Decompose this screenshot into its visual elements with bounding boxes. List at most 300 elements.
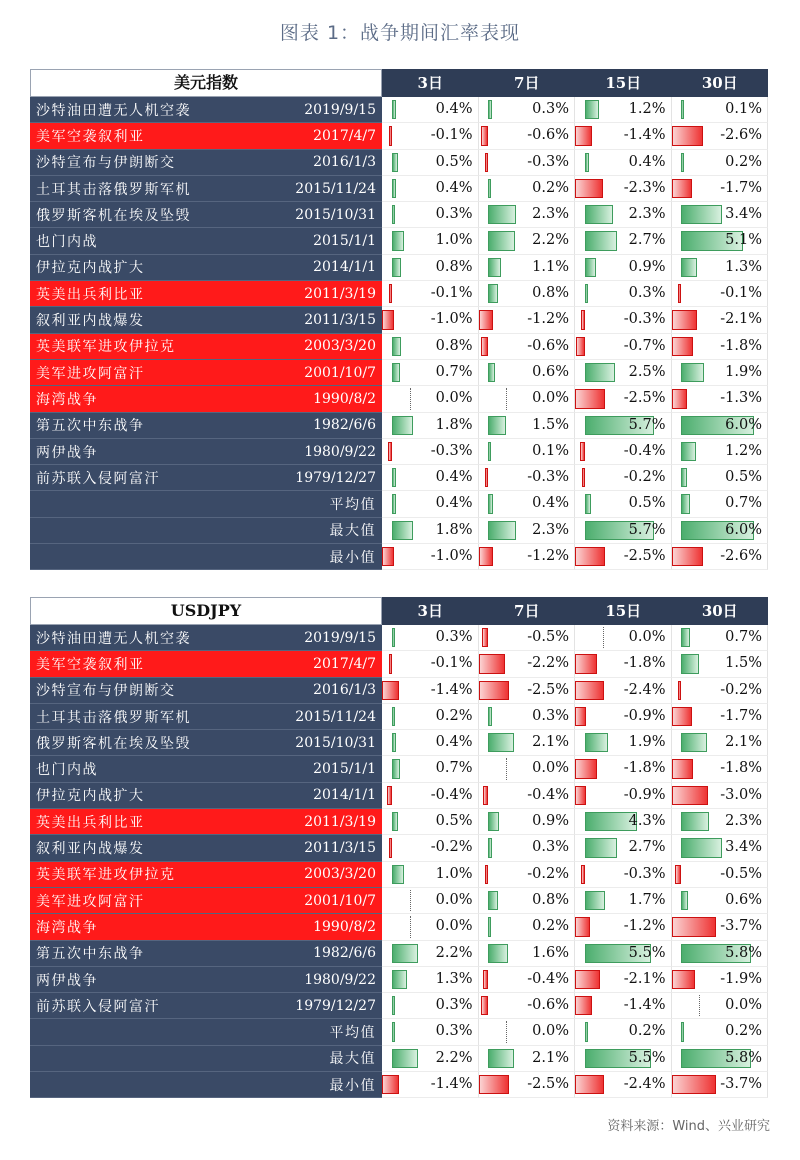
negative-bar [382, 310, 394, 329]
value-cell [672, 651, 769, 677]
value-label: -0.3% [430, 442, 473, 459]
value-cell [575, 123, 672, 149]
value-cell [479, 544, 576, 570]
source-note: 资料来源：Wind、兴业研究 [607, 1119, 770, 1134]
value-cells [382, 967, 768, 993]
negative-bar [672, 707, 693, 726]
negative-bar [387, 786, 392, 805]
value-label: -1.2% [527, 548, 569, 565]
positive-bar [392, 996, 396, 1015]
table-row [30, 756, 768, 782]
negative-bar [672, 547, 704, 566]
negative-bar [575, 389, 605, 408]
value-cell [479, 1072, 576, 1098]
value-label: 0.4% [435, 179, 473, 196]
value-cells [382, 360, 768, 386]
row-label [30, 360, 382, 386]
value-cells [382, 704, 768, 730]
value-cell [382, 544, 479, 570]
event-date: 2017/4/7 [313, 127, 376, 144]
value-label: 0.2% [435, 707, 473, 724]
value-cells [382, 862, 768, 888]
value-cell [382, 202, 479, 228]
event-date: 2019/9/15 [304, 629, 376, 646]
value-cell [382, 439, 479, 465]
positive-bar [488, 944, 507, 963]
table-row [30, 783, 768, 809]
value-label: -0.5% [527, 629, 569, 645]
value-cell [672, 123, 769, 149]
value-label: 2.1% [725, 734, 762, 751]
row-label [30, 730, 382, 756]
value-cell [575, 730, 672, 756]
value-cell [479, 518, 576, 544]
value-cell [479, 413, 576, 439]
positive-bar [488, 891, 498, 910]
value-cell [672, 491, 769, 517]
positive-bar [681, 1022, 684, 1041]
value-label: 1.9% [628, 734, 666, 751]
row-label [30, 678, 382, 704]
negative-bar [575, 654, 597, 673]
value-label: -2.4% [623, 681, 666, 698]
event-name: 土耳其击落俄罗斯军机 [36, 709, 191, 726]
value-label: 0.3% [628, 285, 666, 302]
event-name: 沙特宣布与伊朗断交 [36, 155, 176, 172]
zero-axis [410, 916, 411, 937]
value-cell [479, 360, 576, 386]
value-cell [575, 360, 672, 386]
value-label: -2.1% [623, 970, 666, 987]
value-cell [479, 491, 576, 517]
stat-label: 平均值 [329, 497, 376, 514]
negative-bar [479, 1075, 509, 1094]
event-name: 俄罗斯客机在埃及坠毁 [36, 735, 191, 752]
event-name: 也门内战 [36, 762, 98, 779]
value-cell [479, 756, 576, 782]
value-cell [672, 360, 769, 386]
positive-bar [392, 100, 397, 119]
negative-bar [678, 681, 681, 700]
positive-bar [488, 1049, 513, 1068]
row-label [30, 993, 382, 1019]
positive-bar [585, 284, 589, 303]
value-label: -1.7% [720, 707, 762, 724]
value-label: 0.8% [532, 891, 569, 908]
value-cells [382, 1046, 768, 1072]
value-cells [382, 518, 768, 544]
value-cell [575, 281, 672, 307]
negative-bar [675, 865, 681, 884]
value-cell [672, 176, 769, 202]
event-name: 美军进攻阿富汗 [36, 365, 145, 382]
value-cell [672, 518, 769, 544]
value-label: 5.8% [725, 944, 762, 961]
row-label [30, 809, 382, 835]
value-label: 0.6% [725, 891, 762, 908]
row-label [30, 914, 382, 940]
negative-bar [581, 865, 585, 884]
positive-bar [488, 442, 491, 461]
negative-bar [479, 681, 509, 700]
value-cell [479, 202, 576, 228]
positive-bar [392, 628, 396, 647]
value-cell [382, 123, 479, 149]
value-label: 2.3% [532, 521, 569, 538]
stat-row [30, 518, 768, 544]
column-header: 30日 [701, 602, 738, 620]
value-cell [575, 888, 672, 914]
negative-bar [483, 970, 488, 989]
table-row [30, 176, 768, 202]
value-cell [672, 809, 769, 835]
value-label: 0.3% [435, 629, 473, 645]
event-date: 2003/3/20 [304, 866, 376, 883]
negative-bar [389, 654, 392, 673]
negative-bar [389, 126, 392, 145]
positive-bar [392, 258, 402, 277]
value-label: 2.3% [628, 206, 666, 223]
value-cells [382, 544, 768, 570]
table-header [30, 597, 768, 625]
value-label: 0.3% [435, 206, 473, 223]
value-cell [479, 281, 576, 307]
value-label: 0.8% [435, 258, 473, 275]
value-label: 0.2% [725, 1023, 762, 1040]
table-row [30, 730, 768, 756]
positive-bar [681, 733, 706, 752]
table-row [30, 255, 768, 281]
value-cell [382, 255, 479, 281]
value-cell [575, 993, 672, 1019]
negative-bar [479, 547, 494, 566]
stat-label: 最小值 [329, 1077, 376, 1094]
value-cell [575, 678, 672, 704]
value-label: -0.3% [623, 311, 666, 328]
row-label [30, 439, 382, 465]
table-row [30, 835, 768, 861]
value-cells [382, 307, 768, 333]
row-label [30, 544, 382, 570]
value-cell [672, 914, 769, 940]
positive-bar [392, 363, 400, 382]
value-label: -0.3% [527, 469, 569, 486]
event-name: 海湾战争 [36, 391, 98, 408]
value-cell [382, 914, 479, 940]
negative-bar [672, 786, 708, 805]
value-cell [382, 1072, 479, 1098]
value-label: -1.2% [623, 918, 666, 935]
value-label: -0.2% [623, 469, 666, 486]
row-label [30, 334, 382, 360]
page-title: 图表 1：战争期间汇率表现 [279, 22, 521, 44]
value-cell [479, 809, 576, 835]
event-date: 1990/8/2 [313, 390, 376, 407]
value-label: -2.3% [623, 179, 666, 196]
negative-bar [672, 1075, 717, 1094]
positive-bar [488, 179, 491, 198]
value-label: 1.2% [725, 442, 762, 459]
positive-bar [392, 759, 400, 778]
positive-bar [681, 654, 699, 673]
value-cell [575, 862, 672, 888]
value-cell [479, 439, 576, 465]
negative-bar [575, 547, 605, 566]
value-label: 0.2% [532, 179, 569, 196]
negative-bar [581, 310, 585, 329]
value-label: -1.0% [430, 311, 473, 328]
table-name: 美元指数 [30, 69, 382, 97]
value-label: -0.6% [527, 337, 569, 354]
value-cells [382, 97, 768, 123]
negative-bar [479, 310, 494, 329]
value-label: -1.8% [720, 337, 762, 354]
negative-bar [382, 1075, 399, 1094]
value-cell [672, 756, 769, 782]
value-label: 0.1% [725, 101, 762, 117]
value-label: 0.7% [435, 760, 473, 777]
value-label: -0.2% [527, 865, 569, 882]
value-cell [575, 914, 672, 940]
value-label: -2.2% [527, 655, 569, 672]
value-cell [672, 941, 769, 967]
value-label: -0.3% [623, 865, 666, 882]
value-cell [382, 730, 479, 756]
value-cell [575, 544, 672, 570]
row-label [30, 1072, 382, 1098]
value-cells [382, 150, 768, 176]
value-cell [479, 704, 576, 730]
negative-bar [479, 654, 506, 673]
row-label [30, 281, 382, 307]
event-name: 两伊战争 [36, 444, 98, 461]
positive-bar [392, 1022, 396, 1041]
value-cells [382, 625, 768, 651]
row-label [30, 1019, 382, 1045]
event-name: 叙利亚内战爆发 [36, 841, 145, 858]
event-date: 2015/11/24 [295, 708, 376, 725]
value-label: 2.3% [725, 813, 762, 830]
positive-bar [585, 494, 591, 513]
negative-bar [575, 759, 597, 778]
event-date: 2015/1/1 [313, 233, 376, 250]
positive-bar [681, 442, 696, 461]
row-label [30, 97, 382, 123]
value-cell [672, 439, 769, 465]
negative-bar [672, 337, 694, 356]
positive-bar [585, 205, 613, 224]
row-label [30, 835, 382, 861]
event-date: 2019/9/15 [304, 101, 376, 118]
event-date: 2011/3/15 [304, 312, 376, 329]
value-cell [672, 967, 769, 993]
positive-bar [585, 231, 618, 250]
value-label: -2.1% [720, 311, 762, 328]
positive-bar [392, 416, 414, 435]
value-label: 0.7% [725, 495, 762, 512]
value-label: 6.0% [725, 416, 762, 433]
column-header: 3日 [417, 74, 443, 92]
value-cell [382, 150, 479, 176]
row-label [30, 704, 382, 730]
zero-axis [603, 627, 604, 648]
event-name: 美军空袭叙利亚 [36, 656, 145, 673]
value-cells [382, 941, 768, 967]
value-cell [479, 255, 576, 281]
positive-bar [585, 891, 606, 910]
value-label: 0.5% [435, 813, 473, 830]
positive-bar [488, 363, 495, 382]
column-header: 7日 [514, 602, 540, 620]
value-cell [672, 1072, 769, 1098]
value-label: 0.3% [532, 101, 569, 117]
positive-bar [488, 205, 516, 224]
event-date: 1982/6/6 [313, 945, 376, 962]
value-cells [382, 491, 768, 517]
value-label: 2.3% [532, 206, 569, 223]
row-label [30, 1046, 382, 1072]
positive-bar [681, 258, 697, 277]
zero-axis [506, 1021, 507, 1042]
zero-axis [699, 995, 700, 1016]
table-row [30, 809, 768, 835]
negative-bar [576, 337, 584, 356]
value-label: -1.7% [720, 179, 762, 196]
value-cell [382, 1019, 479, 1045]
event-name: 土耳其击落俄罗斯军机 [36, 181, 191, 198]
value-cell [382, 756, 479, 782]
value-label: -0.1% [430, 285, 473, 302]
event-name: 第五次中东战争 [36, 418, 145, 435]
event-name: 美军空袭叙利亚 [36, 128, 145, 145]
value-cell [575, 941, 672, 967]
value-label: 1.0% [435, 865, 473, 882]
row-label [30, 202, 382, 228]
value-cell [382, 1046, 479, 1072]
positive-bar [392, 153, 398, 172]
positive-bar [392, 205, 396, 224]
value-label: 5.7% [628, 416, 666, 433]
value-cell [575, 651, 672, 677]
event-name: 两伊战争 [36, 972, 98, 989]
positive-bar [488, 521, 516, 540]
negative-bar [575, 996, 592, 1015]
value-cell [672, 281, 769, 307]
negative-bar [672, 310, 697, 329]
value-cells [382, 281, 768, 307]
negative-bar [575, 917, 590, 936]
value-cells [382, 914, 768, 940]
value-label: 1.1% [532, 258, 569, 275]
stat-label: 最大值 [329, 1051, 376, 1068]
value-label: 2.7% [628, 232, 666, 249]
table-row [30, 941, 768, 967]
table-row [30, 678, 768, 704]
value-cell [672, 413, 769, 439]
value-cell [479, 176, 576, 202]
value-label: -0.9% [623, 707, 666, 724]
value-label: 0.4% [435, 469, 473, 486]
value-label: 2.1% [532, 1049, 569, 1066]
value-label: 0.3% [532, 839, 569, 856]
value-cells [382, 465, 768, 491]
event-date: 2011/3/15 [304, 840, 376, 857]
value-label: 0.1% [532, 442, 569, 459]
table-row [30, 888, 768, 914]
table-row [30, 150, 768, 176]
value-cell [672, 835, 769, 861]
value-label: -2.5% [623, 548, 666, 565]
value-cells [382, 993, 768, 1019]
value-cell [382, 97, 479, 123]
value-label: 5.5% [628, 944, 666, 961]
value-cell [479, 465, 576, 491]
row-label [30, 491, 382, 517]
value-label: -1.0% [430, 548, 473, 565]
negative-bar [485, 153, 489, 172]
value-label: 0.3% [435, 1023, 473, 1040]
table-row [30, 465, 768, 491]
value-label: -2.5% [527, 681, 569, 698]
value-cell [575, 1019, 672, 1045]
value-label: 0.2% [532, 918, 569, 935]
positive-bar [681, 153, 684, 172]
negative-bar [382, 681, 399, 700]
negative-bar [575, 681, 604, 700]
value-cell [672, 862, 769, 888]
row-label [30, 783, 382, 809]
row-label [30, 967, 382, 993]
value-cell [672, 334, 769, 360]
value-label: -1.8% [623, 760, 666, 777]
negative-bar [575, 707, 586, 726]
negative-bar [672, 179, 693, 198]
positive-bar [488, 494, 493, 513]
value-label: -1.8% [623, 655, 666, 672]
value-label: 0.4% [628, 153, 666, 170]
positive-bar [585, 1022, 588, 1041]
event-date: 2015/10/31 [295, 206, 376, 223]
column-header: 30日 [701, 74, 738, 92]
value-cell [382, 281, 479, 307]
value-cell [575, 783, 672, 809]
stat-row [30, 1046, 768, 1072]
value-label: -1.3% [720, 390, 762, 407]
positive-bar [392, 733, 397, 752]
value-label: 2.5% [628, 363, 666, 380]
value-cell [672, 202, 769, 228]
value-label: 1.2% [628, 101, 666, 117]
table-row [30, 202, 768, 228]
value-cells [382, 176, 768, 202]
value-cell [382, 518, 479, 544]
value-label: 0.9% [628, 258, 666, 275]
value-label: -0.4% [430, 786, 473, 803]
event-date: 2016/1/3 [313, 682, 376, 699]
value-label: -2.6% [720, 548, 762, 565]
positive-bar [488, 258, 501, 277]
value-label: 1.3% [725, 258, 762, 275]
value-cell [479, 914, 576, 940]
row-label [30, 150, 382, 176]
value-label: 0.4% [435, 101, 473, 117]
value-cells [382, 228, 768, 254]
negative-bar [382, 547, 394, 566]
negative-bar [672, 389, 688, 408]
value-cell [575, 465, 672, 491]
value-cells [382, 809, 768, 835]
value-label: -3.0% [720, 786, 762, 803]
